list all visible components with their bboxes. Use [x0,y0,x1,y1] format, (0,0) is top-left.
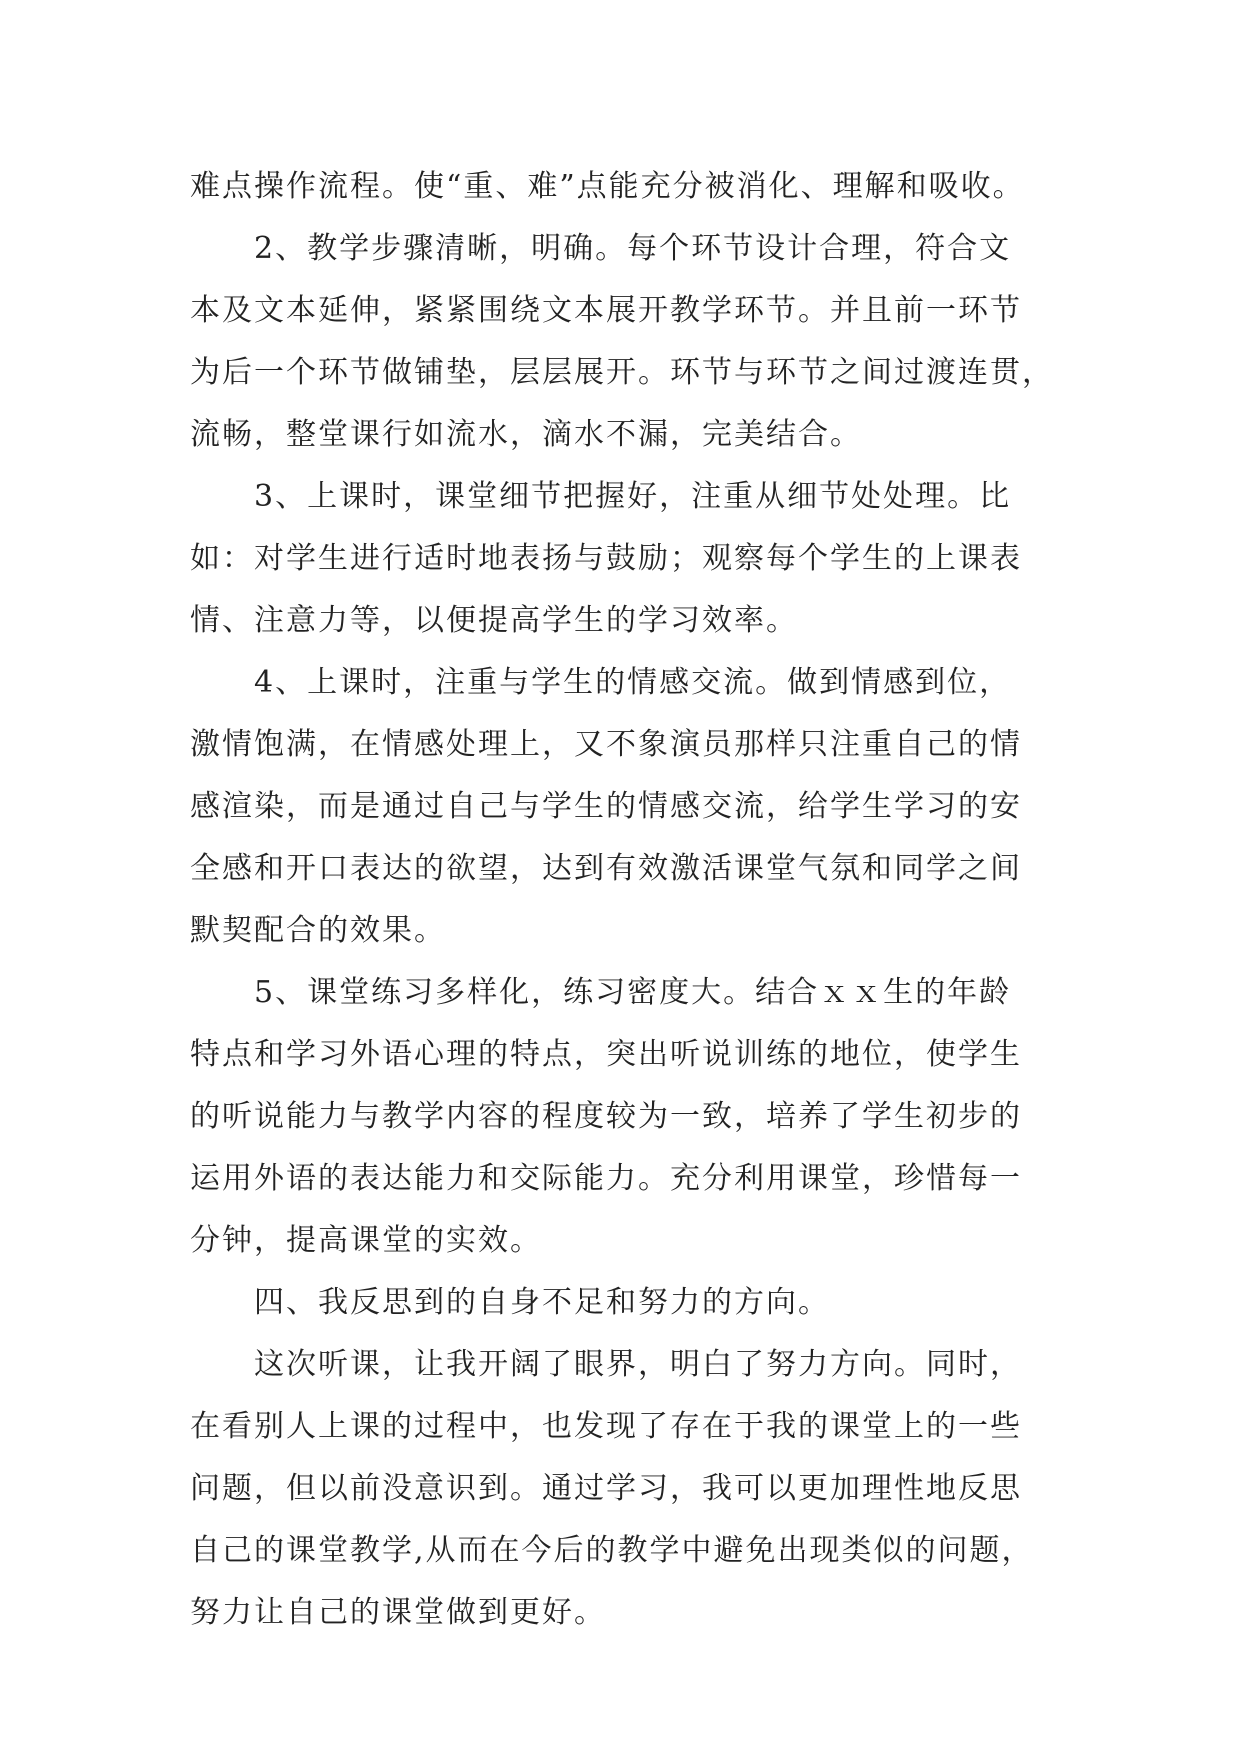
text-line: 情、注意力等，以便提高学生的学习效率。 [190,603,798,638]
text-line: 本及文本延伸，紧紧围绕文本展开教学环节。并且前一环节 [190,293,1022,328]
text-line: 运用外语的表达能力和交际能力。充分利用课堂，珍惜每一 [190,1161,1022,1196]
text-line: 的听说能力与教学内容的程度较为一致，培养了学生初步的 [190,1099,1022,1134]
text-line: 5、课堂练习多样化，练习密度大。结合ｘｘ生的年龄 [254,975,1012,1010]
text-line: 自己的课堂教学,从而在今后的教学中避免出现类似的问题， [190,1533,1034,1568]
text-line: 感渲染，而是通过自己与学生的情感交流，给学生学习的安 [190,789,1022,824]
text-line: 四、我反思到的自身不足和努力的方向。 [254,1285,830,1320]
text-line: 4、上课时，注重与学生的情感交流。做到情感到位， [254,665,1012,700]
text-line: 默契配合的效果。 [190,913,446,948]
text-line: 2、教学步骤清晰，明确。每个环节设计合理，符合文 [254,231,1012,266]
text-line: 激情饱满，在情感处理上，又不象演员那样只注重自己的情 [190,727,1022,762]
text-line: 在看别人上课的过程中，也发现了存在于我的课堂上的一些 [190,1409,1022,1444]
text-line: 流畅，整堂课行如流水，滴水不漏，完美结合。 [190,417,862,452]
text-line: 为后一个环节做铺垫，层层展开。环节与环节之间过渡连贯， [190,355,1054,390]
text-line: 问题，但以前没意识到。通过学习，我可以更加理性地反思 [190,1471,1022,1506]
text-line: 难点操作流程。使“重、难”点能充分被消化、理解和吸收。 [190,169,1025,204]
text-line: 这次听课，让我开阔了眼界，明白了努力方向。同时， [254,1347,1022,1382]
text-line: 努力让自己的课堂做到更好。 [190,1595,606,1630]
document-body [190,156,1060,1644]
text-line: 特点和学习外语心理的特点，突出听说训练的地位，使学生 [190,1037,1022,1072]
text-line: 分钟，提高课堂的实效。 [190,1223,542,1258]
text-line: 如：对学生进行适时地表扬与鼓励；观察每个学生的上课表 [190,541,1022,576]
text-line: 全感和开口表达的欲望，达到有效激活课堂气氛和同学之间 [190,851,1022,886]
text-line: 3、上课时，课堂细节把握好，注重从细节处处理。比 [254,479,1012,514]
